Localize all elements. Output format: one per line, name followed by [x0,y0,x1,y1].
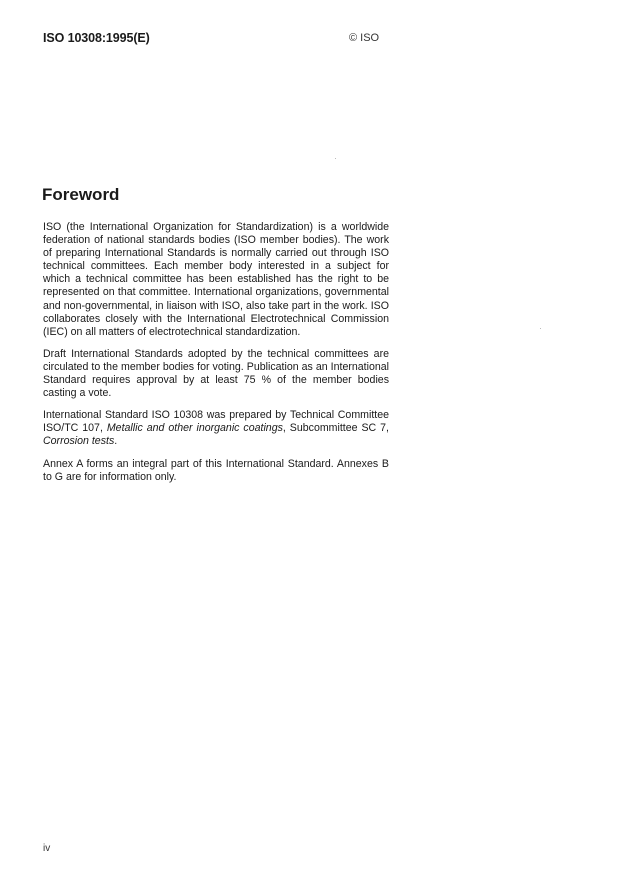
subcommittee-title: Corrosion tests [43,435,115,448]
paragraph-iso-intro: ISO (the International Organization for Standardization) is a worldwide federation of national standards bodies (ISO member bodies). The work of preparing International Standards is normally carried out through ISO technical committees. Each member body interested in a subject for which a technical committee has been established has the right to be represented on that committee. International organizations, governmental and non-governmental, in liaison with ISO, also take part in the work. ISO collaborates closely with the International Electrotechnical Commission (IEC) on all matters of electrotechnical standardization. [43,221,389,338]
page-number: iv [43,843,51,854]
document-id: ISO 10308:1995(E) [43,31,150,45]
text: . [114,435,118,448]
paragraph-draft-standards: Draft International Standards adopted by the technical committees are circulated to the member bodies for voting. Publication as an International Standard requires approval by at least 75 % of the member bodies casting a vote. [43,347,389,400]
text: , Subcommittee SC 7, [282,422,389,435]
text: International Standard ISO 10308 was prepared by Technical Committee ISO/TC 107, [43,409,389,435]
paragraph-annexes: Annex A forms an integral part of this International Standard. Annexes B to G are for information only. [43,457,389,483]
section-title: Foreword [42,185,120,204]
committee-title: Metallic and other inorganic coatings [106,422,283,435]
foreword-body [43,221,389,493]
scan-speck [335,158,336,159]
paragraph-prepared-by [43,409,389,448]
scan-speck [540,328,541,329]
copyright-notice: © ISO [349,32,380,44]
